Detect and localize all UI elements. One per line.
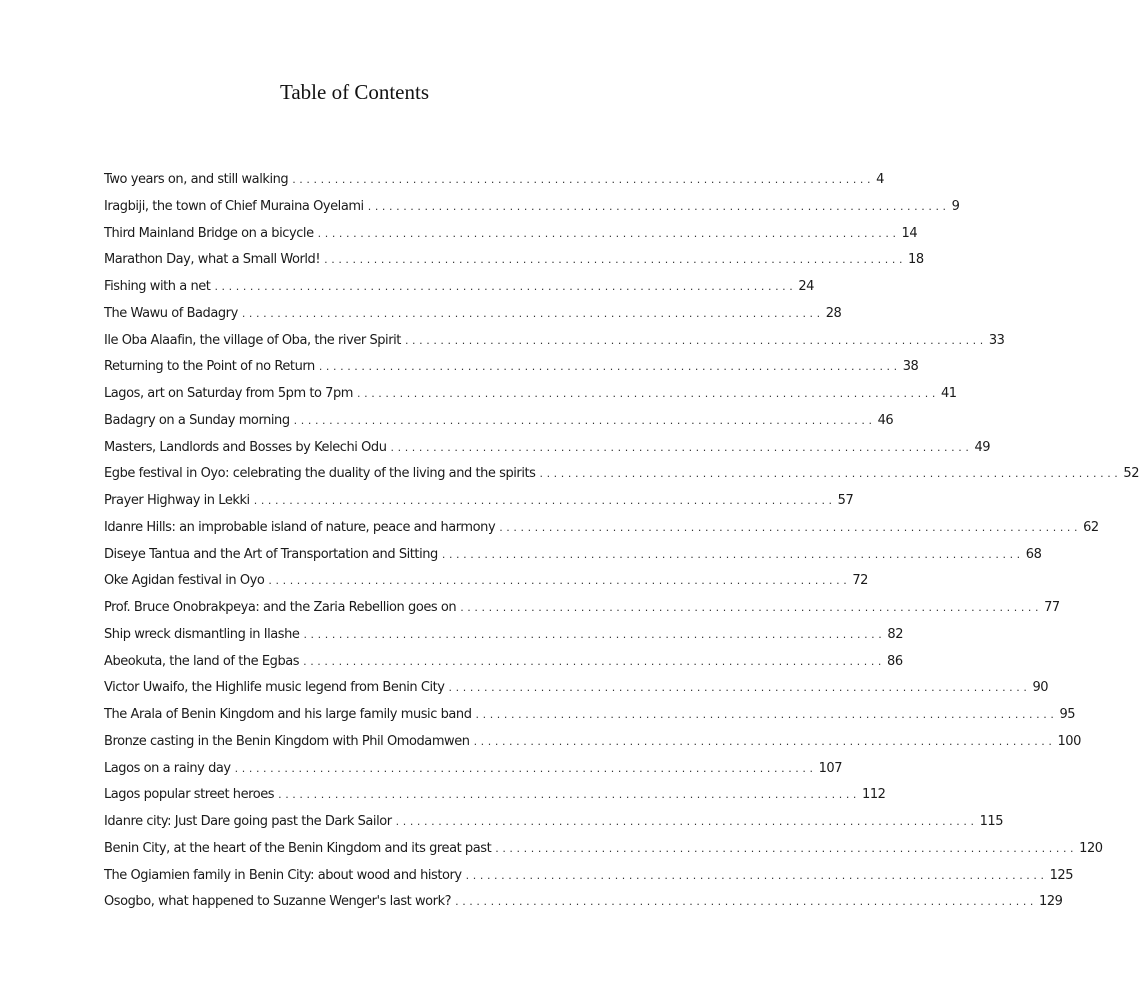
toc-dot-leader: .................................................................................. bbox=[390, 440, 973, 454]
toc-entry bbox=[104, 787, 886, 814]
toc-dot-leader: .................................................................................. bbox=[214, 280, 797, 293]
toc-entry bbox=[104, 840, 1103, 868]
toc-entry bbox=[104, 546, 1042, 574]
toc-page-number: 68 bbox=[1025, 546, 1042, 562]
toc-page-number: 57 bbox=[837, 493, 854, 508]
toc-page-number: 4 bbox=[876, 172, 884, 187]
toc-dot-leader: .................................................................................. bbox=[395, 815, 978, 828]
toc-entry bbox=[104, 386, 957, 413]
toc-entry-title: Lagos on a rainy day bbox=[104, 760, 231, 776]
toc-dot-leader: .................................................................................. bbox=[234, 761, 817, 775]
toc-dot-leader: .................................................................................. bbox=[278, 788, 861, 802]
toc-page-number: 115 bbox=[979, 814, 1004, 829]
toc-dot-leader: .................................................................................. bbox=[303, 627, 886, 641]
toc-dot-leader: .................................................................................. bbox=[357, 387, 939, 400]
toc-entry-title: Iragbiji, the town of Chief Muraina Oyelami bbox=[104, 198, 364, 214]
toc-dot-leader: .................................................................................. bbox=[268, 574, 851, 588]
toc-page-number: 24 bbox=[798, 279, 815, 294]
toc-page-number: 18 bbox=[908, 252, 924, 268]
toc-dot-leader: .................................................................................. bbox=[324, 253, 907, 267]
toc-entry-title: Victor Uwaifo, the Highlife music legend from Benin City bbox=[104, 680, 445, 696]
toc-entry-title: Lagos, art on Saturday from 5pm to 7pm bbox=[104, 386, 354, 401]
toc-entry-title: The Ogiamien family in Benin City: about wood and history bbox=[104, 867, 462, 883]
toc-page-number: 107 bbox=[818, 760, 843, 776]
toc-entry-title: Benin City, at the heart of the Benin Kingdom and its great past bbox=[104, 840, 492, 856]
toc-entry-title: Osogbo, what happened to Suzanne Wenger's last work? bbox=[104, 894, 452, 910]
toc-entry bbox=[104, 519, 1099, 547]
toc-page-number: 120 bbox=[1079, 840, 1103, 856]
toc-entry-title: Idanre city: Just Dare going past the Dark Sailor bbox=[104, 814, 392, 829]
toc-page-number: 72 bbox=[852, 573, 868, 589]
toc-entry bbox=[104, 225, 918, 253]
toc-entry-title: Idanre Hills: an improbable island of nature, peace and harmony bbox=[104, 519, 496, 535]
toc-dot-leader: .................................................................................. bbox=[293, 413, 876, 427]
toc-entry-title: Bronze casting in the Benin Kingdom with Phil Omodamwen bbox=[104, 733, 470, 749]
toc-page-number: 46 bbox=[877, 412, 894, 428]
toc-dot-leader: .................................................................................. bbox=[448, 681, 1031, 695]
toc-entry bbox=[104, 707, 1076, 734]
toc-page-number: 90 bbox=[1032, 680, 1049, 696]
toc-page-number: 112 bbox=[862, 787, 886, 803]
toc-dot-leader: .................................................................................. bbox=[241, 306, 824, 320]
toc-dot-leader: .................................................................................. bbox=[303, 654, 886, 668]
toc-page-number: 52 bbox=[1123, 466, 1139, 482]
toc-entry bbox=[104, 439, 991, 467]
toc-dot-leader: .................................................................................. bbox=[465, 868, 1048, 882]
toc-dot-leader: .................................................................................. bbox=[455, 895, 1038, 909]
toc-entry bbox=[104, 359, 919, 386]
toc-page-number: 129 bbox=[1039, 894, 1063, 910]
toc-entry bbox=[104, 626, 904, 654]
toc-entry bbox=[104, 332, 1005, 360]
toc-dot-leader: .................................................................................. bbox=[499, 520, 1082, 534]
toc-dot-leader: .................................................................................. bbox=[404, 333, 987, 347]
toc-page-number: 38 bbox=[902, 359, 919, 375]
toc-entry bbox=[104, 867, 1074, 895]
toc-entry-title: Two years on, and still walking bbox=[104, 172, 289, 187]
toc-entry bbox=[104, 252, 924, 279]
toc-page-number: 49 bbox=[974, 439, 991, 455]
toc-entry-title: Prof. Bruce Onobrakpeya: and the Zaria Rebellion goes on bbox=[104, 600, 457, 615]
toc-page-number: 28 bbox=[825, 305, 842, 321]
toc-page-number: 100 bbox=[1057, 733, 1081, 749]
toc-entry-title: Oke Agidan festival in Oyo bbox=[104, 573, 265, 589]
toc-page-number: 62 bbox=[1083, 519, 1099, 535]
toc-page-number: 9 bbox=[951, 198, 960, 214]
toc-entry-title: Abeokuta, the land of the Egbas bbox=[104, 653, 300, 669]
toc-entry-title: Returning to the Point of no Return bbox=[104, 359, 315, 375]
toc-dot-leader: .................................................................................. bbox=[460, 601, 1043, 614]
toc-entry bbox=[104, 760, 843, 788]
toc-entry bbox=[104, 680, 1049, 707]
toc-page-number: 14 bbox=[901, 225, 918, 241]
toc-entry-title: Ile Oba Alaafin, the village of Oba, the river Spirit bbox=[104, 332, 401, 348]
toc-entry bbox=[104, 814, 1004, 841]
page-title: Table of Contents bbox=[280, 80, 429, 104]
toc-entry bbox=[104, 305, 842, 333]
toc-dot-leader: .................................................................................. bbox=[253, 494, 836, 507]
toc-dot-leader: .................................................................................. bbox=[317, 226, 900, 240]
toc-entry-title: Prayer Highway in Lekki bbox=[104, 493, 250, 508]
toc-entry-title: Third Mainland Bridge on a bicycle bbox=[104, 225, 314, 241]
toc-page-number: 125 bbox=[1049, 867, 1074, 883]
toc-entry bbox=[104, 493, 854, 520]
toc-entry bbox=[104, 172, 884, 199]
toc-entry-title: Masters, Landlords and Bosses by Kelechi Odu bbox=[104, 439, 387, 455]
toc-page-number: 41 bbox=[940, 386, 957, 401]
toc-list bbox=[104, 172, 1139, 921]
toc-page-number: 82 bbox=[887, 626, 904, 642]
toc-dot-leader: .................................................................................. bbox=[292, 173, 875, 186]
toc-entry-title: The Arala of Benin Kingdom and his large family music band bbox=[104, 707, 472, 722]
toc-page-number: 95 bbox=[1059, 707, 1076, 722]
toc-dot-leader: .................................................................................. bbox=[475, 708, 1058, 721]
toc-entry-title: Ship wreck dismantling in Ilashe bbox=[104, 626, 300, 642]
toc-entry bbox=[104, 733, 1081, 761]
toc-dot-leader: .................................................................................. bbox=[473, 734, 1056, 748]
toc-dot-leader: .................................................................................. bbox=[539, 467, 1122, 481]
toc-entry-title: The Wawu of Badagry bbox=[104, 305, 238, 321]
toc-dot-leader: .................................................................................. bbox=[495, 841, 1078, 855]
toc-dot-leader: .................................................................................. bbox=[441, 547, 1024, 561]
toc-entry-title: Egbe festival in Oyo: celebrating the duality of the living and the spirits bbox=[104, 466, 536, 482]
toc-entry bbox=[104, 466, 1139, 493]
toc-entry bbox=[104, 279, 815, 306]
toc-page-number: 86 bbox=[887, 653, 903, 669]
toc-entry bbox=[104, 653, 903, 681]
toc-dot-leader: .................................................................................. bbox=[367, 199, 950, 213]
toc-entry bbox=[104, 573, 868, 600]
toc-dot-leader: .................................................................................. bbox=[318, 360, 901, 374]
toc-entry-title: Lagos popular street heroes bbox=[104, 787, 275, 803]
toc-entry bbox=[104, 412, 894, 440]
toc-entry-title: Fishing with a net bbox=[104, 279, 211, 294]
toc-entry bbox=[104, 600, 1060, 627]
toc-entry bbox=[104, 198, 960, 226]
toc-page-number: 77 bbox=[1044, 600, 1060, 615]
toc-entry-title: Diseye Tantua and the Art of Transportation and Sitting bbox=[104, 546, 438, 562]
toc-entry-title: Marathon Day, what a Small World! bbox=[104, 252, 321, 268]
toc-entry bbox=[104, 894, 1063, 921]
toc-entry-title: Badagry on a Sunday morning bbox=[104, 412, 290, 428]
toc-page-number: 33 bbox=[988, 332, 1005, 348]
